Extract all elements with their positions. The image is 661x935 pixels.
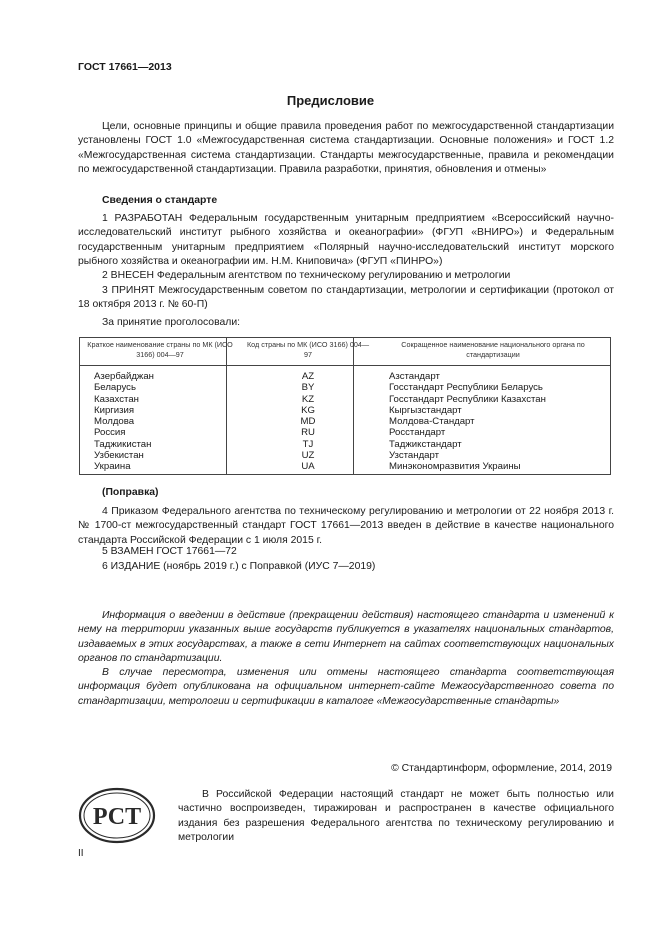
- table-row: [79, 382, 611, 393]
- country-cell: Беларусь: [94, 382, 136, 394]
- country-cell: Молдова: [94, 416, 135, 428]
- country-cell: Украина: [94, 461, 131, 473]
- table-row: [79, 427, 611, 438]
- item-5: 5 ВЗАМЕН ГОСТ 17661—72: [102, 546, 237, 557]
- code-cell: AZ: [301, 371, 315, 382]
- column-header-country: Краткое наименование страны по МК (ИСО 3166) 004—97: [79, 337, 241, 366]
- info-heading: Сведения о стандарте: [102, 195, 218, 206]
- table-row: [79, 394, 611, 405]
- notice-paragraph-2: В случае пересмотра, изменения или отмены настоящего стандарта соответствующая информация будет опубликована на официальном интернет-сайте Межгосударственного совета по стандартизации, метрологии и сертификации в каталоге «Межгосударственные стандарты»: [78, 667, 614, 707]
- intro-paragraph: Цели, основные принципы и общие правила проведения работ по межгосударственной стандартизации установлены ГОСТ 1.0 «Межгосударственная система стандартизации. Основные положения» и ГОСТ 1.2 «Межгосударственная система стандартизации. Стандарты межгосударственные, правила и рекомендации по межгосударственной стандартизации. Правила разработки, принятия, обновления и отмены»: [78, 121, 614, 175]
- country-cell: Россия: [94, 427, 126, 439]
- body-cell: Таджикстандарт: [389, 438, 462, 450]
- code-cell: UA: [301, 461, 315, 473]
- table-header-row: [79, 337, 611, 366]
- logo-text: РСТ: [92, 804, 142, 830]
- item-2: 2 ВНЕСЕН Федеральным агентством по техническому регулированию и метрологии: [102, 270, 511, 281]
- body-cell: Госстандарт Республики Казахстан: [389, 393, 546, 405]
- body-cell: Госстандарт Республики Беларусь: [389, 382, 543, 394]
- code-cell: MD: [300, 416, 316, 428]
- code-cell: TJ: [302, 438, 314, 450]
- body-cell: Минэкономразвития Украины: [389, 461, 521, 473]
- column-header-body: Сокращенное наименование национального органа по стандартизации: [375, 337, 611, 366]
- country-cell: Таджикистан: [94, 438, 152, 450]
- body-cell: Кыргызстандарт: [389, 404, 462, 416]
- standard-header: ГОСТ 17661—2013: [78, 61, 172, 73]
- amendment-label: (Поправка): [102, 487, 159, 498]
- country-cell: Казахстан: [94, 393, 139, 405]
- page-number: II: [78, 848, 84, 859]
- table-row: [79, 366, 611, 383]
- code-cell: RU: [301, 427, 315, 439]
- body-cell: Молдова-Стандарт: [389, 416, 475, 428]
- copyright-line: © Стандартинформ, оформление, 2014, 2019: [391, 763, 612, 774]
- code-cell: UZ: [301, 450, 315, 462]
- code-cell: KG: [301, 404, 315, 416]
- page-title: Предисловие: [286, 93, 375, 108]
- table-row: [79, 450, 611, 461]
- code-cell: BY: [301, 382, 315, 394]
- voted-label: За принятие проголосовали:: [102, 317, 241, 328]
- notice-paragraph-1: Информация о введении в действие (прекращении действия) настоящего стандарта и изменений к нему на территории указанных выше государств публикуется в указателях национальных стандартов, издаваемых в этих государствах, а также в сети Интернет на сайтах соответствующих национальных органов по стандартизации.: [78, 610, 614, 664]
- item-6: 6 ИЗДАНИЕ (ноябрь 2019 г.) с Поправкой (ИУС 7—2019): [102, 561, 376, 572]
- table-row: [79, 461, 611, 477]
- vote-table: [79, 337, 611, 478]
- country-cell: Узбекистан: [94, 450, 144, 462]
- rst-logo-icon: [78, 787, 156, 844]
- country-cell: Киргизия: [94, 404, 135, 416]
- column-header-code: Код страны по МК (ИСО 3166) 004—97: [241, 337, 375, 366]
- body-cell: Росстандарт: [389, 427, 446, 439]
- code-cell: KZ: [301, 393, 315, 405]
- item-3: 3 ПРИНЯТ Межгосударственным советом по стандартизации, метрологии и сертификации (протокол от 18 октября 2013 г. № 60-П): [78, 285, 614, 311]
- body-cell: Узстандарт: [389, 450, 440, 462]
- reproduction-notice: В Российской Федерации настоящий стандарт не может быть полностью или частично воспроизведен, тиражирован и распространен в качестве официального издания без разрешения Федерального агентства по техническому регулированию и метрологии: [178, 789, 614, 843]
- body-cell: Азстандарт: [389, 371, 440, 382]
- country-cell: Азербайджан: [94, 371, 154, 382]
- table-row: [79, 405, 611, 416]
- table-row: [79, 416, 611, 427]
- table-row: [79, 439, 611, 450]
- item-4: 4 Приказом Федерального агентства по техническому регулированию и метрологии от 22 ноября 2013 г. № 1700-ст межгосударственный стандарт ГОСТ 17661—2013 введен в действие в качестве национального стандарта Российской Федерации с 1 июля 2015 г.: [78, 506, 614, 546]
- item-1: 1 РАЗРАБОТАН Федеральным государственным унитарным предприятием «Всероссийский научно-исследовательский институт рыбного хозяйства и океанографии» (ФГУП «ВНИРО») и Федеральным государственным унитарным предприятием «Полярный научно-исследовательский институт морского рыбного хозяйства и океанографии им. Н.М. Книповича» (ФГУП «ПИНРО»): [78, 213, 614, 267]
